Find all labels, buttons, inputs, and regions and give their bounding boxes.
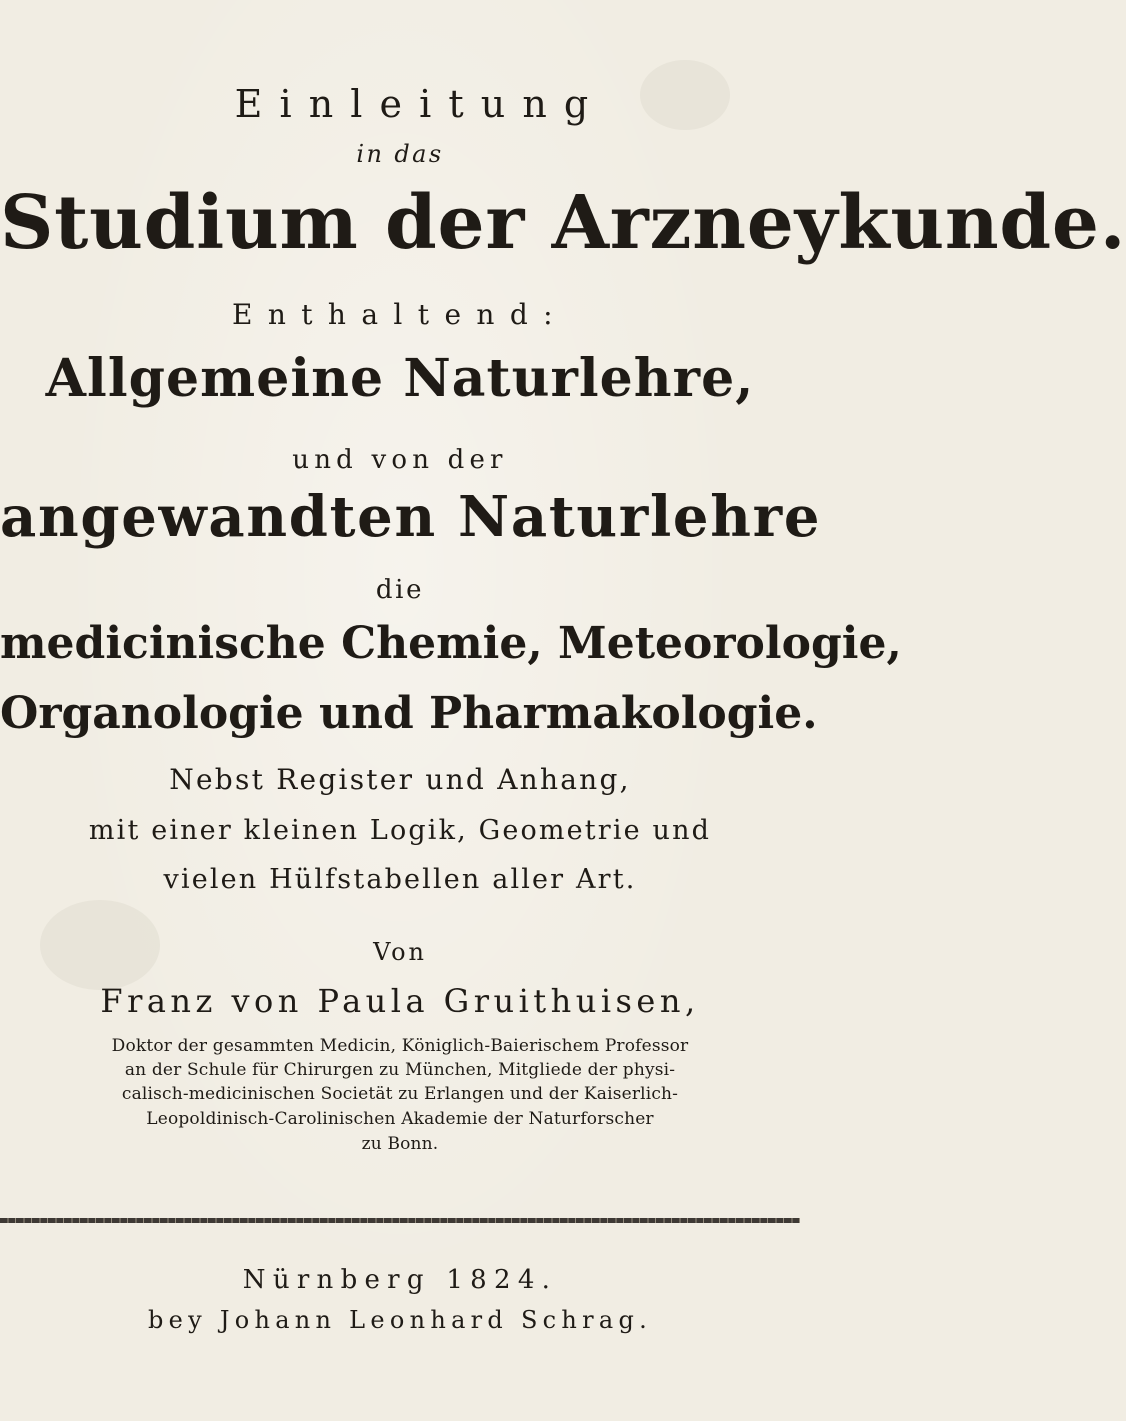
subtitle-allgemeine-naturlehre: Allgemeine Naturlehre, (45, 348, 755, 409)
mit-logik-line: mit einer kleinen Logik, Geometrie und (88, 815, 712, 846)
subjects-line-1: medicinische Chemie, Meteorologie, (0, 618, 902, 669)
connector-die: die (375, 575, 425, 605)
von-label: Von (373, 938, 427, 966)
decorative-rule (0, 1218, 800, 1223)
enthaltend-label: Enthaltend: (231, 298, 569, 331)
hulfstabellen-line: vielen Hülfstabellen aller Art. (163, 864, 637, 895)
imprint-place-year: Nürnberg 1824. (242, 1265, 558, 1295)
imprint-publisher: bey Johann Leonhard Schrag. (147, 1306, 653, 1334)
connector-und-von-der: und von der (292, 445, 508, 475)
author-affiliation-line: an der Schule für Chirurgen zu München, Mitgliede der physi- (124, 1060, 676, 1080)
author-name: Franz von Paula Gruithuisen, (100, 982, 700, 1020)
heading-in-das: in das (356, 140, 444, 168)
main-title: Studium der Arzneykunde. (0, 180, 1126, 266)
author-affiliation-line: calisch-medicinischen Societät zu Erlangen und der Kaiserlich- (121, 1084, 679, 1104)
author-affiliation-line: zu Bonn. (361, 1134, 439, 1154)
author-affiliation-line: Leopoldinisch-Carolinischen Akademie der Naturforscher (146, 1109, 654, 1129)
subjects-line-2: Organologie und Pharmakologie. (0, 688, 818, 739)
nebst-register-line: Nebst Register und Anhang, (169, 763, 631, 796)
subtitle-angewandten-naturlehre: angewandten Naturlehre (0, 484, 822, 550)
heading-einleitung: Einleitung (234, 82, 606, 126)
author-affiliation-line: Doktor der gesammten Medicin, Königlich-Baierischem Professor (111, 1036, 689, 1056)
